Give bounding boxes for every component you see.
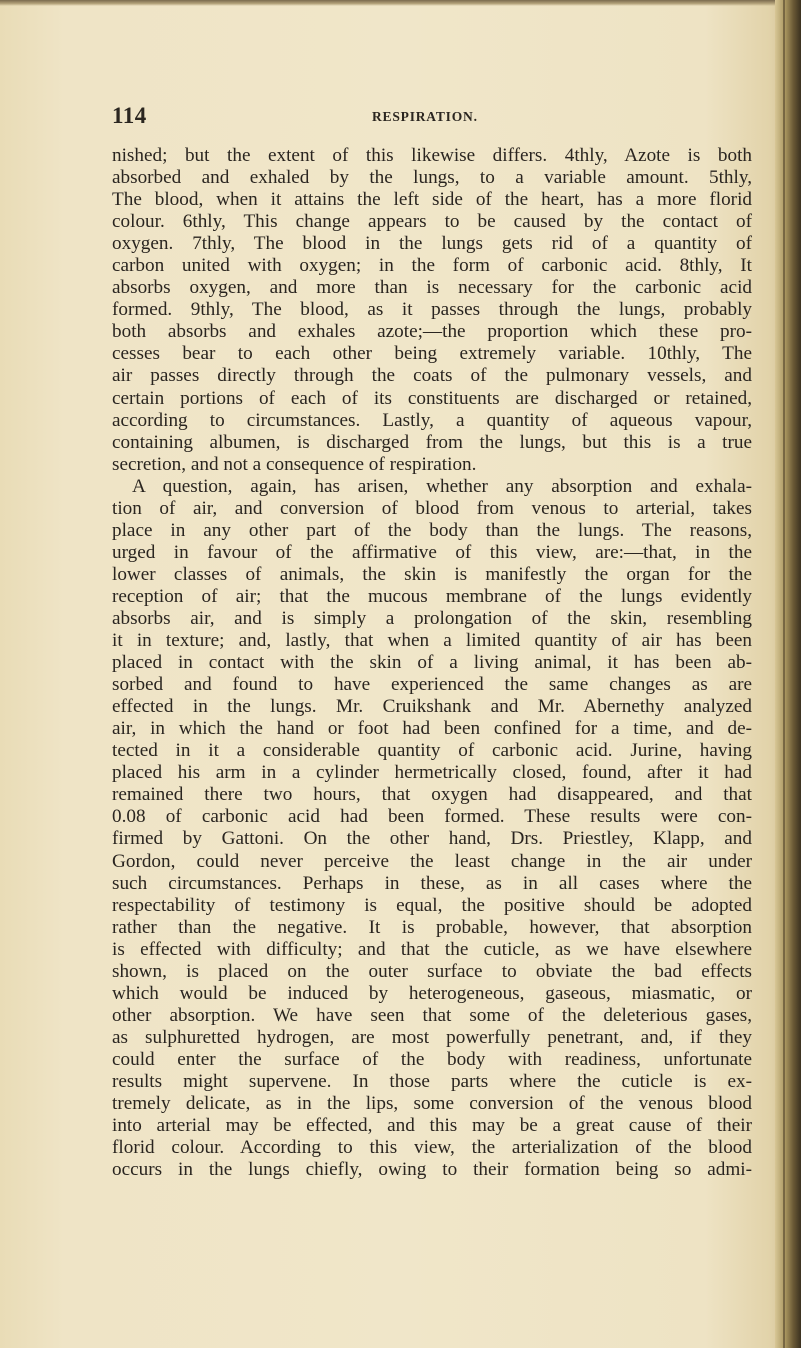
text-line: into arterial may be effected, and this may be a great cause of their (112, 1115, 752, 1137)
text-line: urged in favour of the affirmative of this view, are:—that, in the (112, 541, 752, 563)
page-number: 114 (112, 103, 147, 128)
running-head: RESPIRATION. (372, 109, 478, 124)
text-line: A question, again, has arisen, whether any absorption and exhala- (132, 475, 752, 497)
text-line: secretion, and not a consequence of respiration. (112, 453, 477, 475)
text-line: absorbed and exhaled by the lungs, to a variable amount. 5thly, (112, 167, 752, 189)
text-line: results might supervene. In those parts where the cuticle is ex- (112, 1070, 752, 1092)
page-top-edge (0, 0, 801, 6)
text-line: according to circumstances. Lastly, a quantity of aqueous vapour, (112, 409, 752, 431)
gutter-shadow-line (783, 0, 785, 1348)
text-line: containing albumen, is discharged from the lungs, but this is a true (112, 431, 752, 453)
text-line: tected in it a considerable quantity of carbonic acid. Jurine, having (112, 740, 752, 762)
text-line: nished; but the extent of this likewise differs. 4thly, Azote is both (112, 145, 752, 166)
text-line: which would be induced by heterogeneous, gaseous, miasmatic, or (112, 982, 752, 1004)
text-line: The blood, when it attains the left side of the heart, has a more florid (112, 189, 752, 211)
text-line: other absorption. We have seen that some of the deleterious gases, (112, 1004, 752, 1026)
text-line: 0.08 of carbonic acid had been formed. These results were con- (112, 806, 752, 828)
text-line: carbon united with oxygen; in the form of carbonic acid. 8thly, It (112, 255, 752, 277)
text-line: firmed by Gattoni. On the other hand, Drs. Priestley, Klapp, and (112, 828, 752, 850)
text-line: absorbs oxygen, and more than is necessary for the carbonic acid (112, 277, 752, 299)
text-line: placed in contact with the skin of a living animal, it has been ab- (112, 652, 752, 674)
text-line: placed his arm in a cylinder hermetrically closed, found, after it had (112, 762, 752, 784)
text-line: Gordon, could never perceive the least change in the air under (112, 850, 752, 872)
text-line: air passes directly through the coats of the pulmonary vessels, and (112, 365, 752, 387)
text-line: oxygen. 7thly, The blood in the lungs gets rid of a quantity of (112, 233, 752, 255)
text-line: occurs in the lungs chiefly, owing to their formation being so admi- (112, 1159, 752, 1181)
text-line: colour. 6thly, This change appears to be caused by the contact of (112, 211, 752, 233)
text-line: it in texture; and, lastly, that when a limited quantity of air has been (112, 630, 752, 652)
binding-gutter (775, 0, 801, 1348)
text-line: such circumstances. Perhaps in these, as in all cases where the (112, 872, 752, 894)
text-line: formed. 9thly, The blood, as it passes through the lungs, probably (112, 299, 752, 321)
text-line: absorbs air, and is simply a prolongation of the skin, resembling (112, 607, 752, 629)
text-line: place in any other part of the body than the lungs. The reasons, (112, 519, 752, 541)
text-line: effected in the lungs. Mr. Cruikshank and Mr. Abernethy analyzed (112, 696, 752, 718)
text-line: lower classes of animals, the skin is manifestly the organ for the (112, 563, 752, 585)
text-line: both absorbs and exhales azote;—the proportion which these pro- (112, 321, 752, 343)
body-text (112, 145, 752, 1181)
text-line: sorbed and found to have experienced the same changes as are (112, 674, 752, 696)
text-line: reception of air; that the mucous membrane of the lungs evidently (112, 585, 752, 607)
text-line: certain portions of each of its constituents are discharged or retained, (112, 387, 752, 409)
text-line: shown, is placed on the outer surface to obviate the bad effects (112, 960, 752, 982)
text-line: rather than the negative. It is probable, however, that absorption (112, 916, 752, 938)
text-line: respectability of testimony is equal, the positive should be adopted (112, 894, 752, 916)
text-line: air, in which the hand or foot had been confined for a time, and de- (112, 718, 752, 740)
text-line: florid colour. According to this view, the arterialization of the blood (112, 1137, 752, 1159)
text-line: cesses bear to each other being extremely variable. 10thly, The (112, 343, 752, 365)
text-line: tion of air, and conversion of blood from venous to arterial, takes (112, 497, 752, 519)
text-line: remained there two hours, that oxygen had disappeared, and that (112, 784, 752, 806)
text-line: tremely delicate, as in the lips, some conversion of the venous blood (112, 1093, 752, 1115)
text-line: could enter the surface of the body with readiness, unfortunate (112, 1048, 752, 1070)
text-line: is effected with difficulty; and that the cuticle, as we have elsewhere (112, 938, 752, 960)
text-line: as sulphuretted hydrogen, are most powerfully penetrant, and, if they (112, 1026, 752, 1048)
page-header (112, 103, 752, 133)
